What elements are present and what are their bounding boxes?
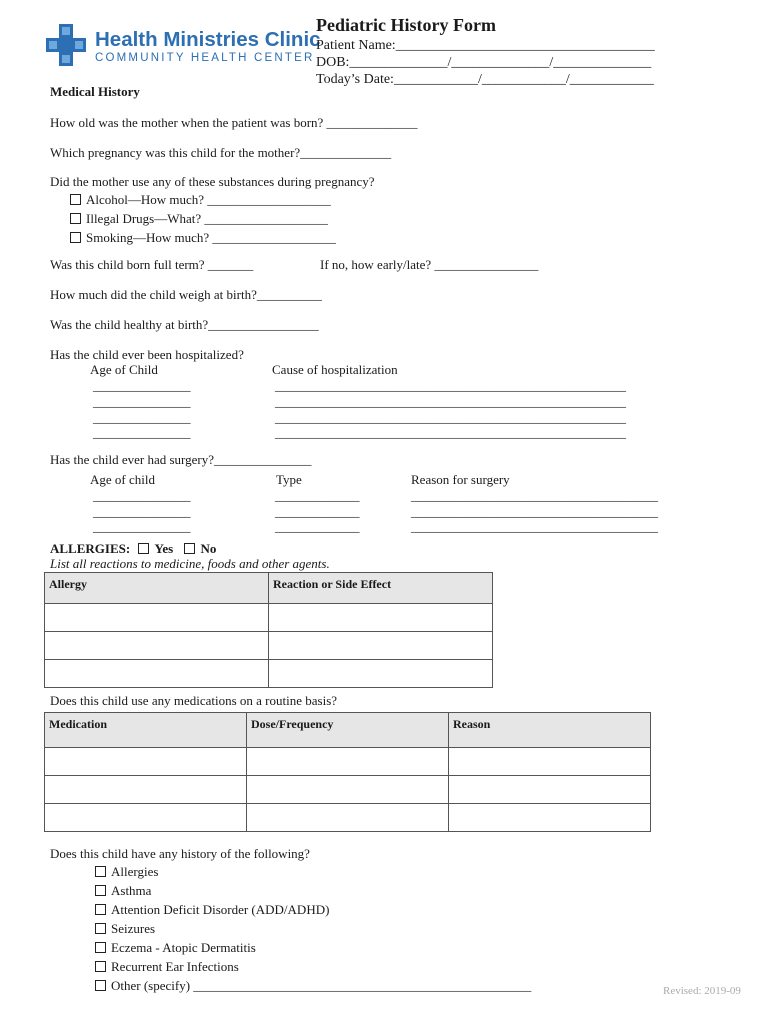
checkbox-icon[interactable] [95, 980, 106, 991]
allergies-label-row [50, 541, 216, 557]
checkbox-icon[interactable] [95, 923, 106, 934]
medication-col-header: Medication [45, 713, 247, 748]
history-question: Does this child have any history of the following? [50, 846, 310, 861]
hospital-age-header: Age of Child [90, 362, 158, 377]
table-row [45, 660, 493, 688]
reason-cell[interactable] [449, 804, 651, 832]
todays-date-field[interactable]: Today’s Date:____________/____________/____________ [316, 72, 654, 87]
history-item-asthma[interactable]: Asthma [95, 883, 151, 899]
birth-weight-question[interactable]: How much did the child weigh at birth?__________ [50, 287, 322, 302]
medications-question: Does this child use any medications on a routine basis? [50, 693, 338, 708]
cross-icon [46, 24, 86, 66]
checkbox-icon[interactable] [70, 194, 81, 205]
hospital-age-line[interactable]: _______________ [93, 410, 191, 425]
surgery-reason-line[interactable]: ______________________________________ [411, 504, 658, 519]
clinic-logo [46, 24, 86, 66]
checkbox-icon[interactable] [184, 543, 195, 554]
checkbox-icon[interactable] [95, 942, 106, 953]
checkbox-icon[interactable] [95, 904, 106, 915]
logo-subtitle: COMMUNITY HEALTH CENTER [95, 52, 315, 64]
allergies-label: ALLERGIES: [50, 541, 131, 556]
table-row [45, 804, 651, 832]
hospital-cause-line[interactable]: ______________________________________________________ [275, 425, 626, 440]
history-item-adhd[interactable]: Attention Deficit Disorder (ADD/ADHD) [95, 902, 329, 918]
surgery-type-line[interactable]: _____________ [275, 519, 360, 534]
hospital-age-line[interactable]: _______________ [93, 378, 191, 393]
allergy-table [44, 572, 493, 688]
allergies-yes: Yes [154, 541, 174, 556]
table-row [45, 632, 493, 660]
reason-col-header: Reason [449, 713, 651, 748]
table-row [45, 604, 493, 632]
checkbox-icon[interactable] [70, 232, 81, 243]
hospital-age-line[interactable]: _______________ [93, 425, 191, 440]
dose-col-header: Dose/Frequency [247, 713, 449, 748]
history-item-other[interactable]: Other (specify) ____________________________________________________ [95, 978, 531, 994]
dose-cell[interactable] [247, 804, 449, 832]
hospital-cause-header: Cause of hospitalization [272, 362, 398, 377]
checkbox-icon[interactable] [138, 543, 149, 554]
history-item-ear-infections[interactable]: Recurrent Ear Infections [95, 959, 239, 975]
allergy-col-header: Allergy [45, 573, 269, 604]
surgery-reason-line[interactable]: ______________________________________ [411, 519, 658, 534]
allergies-no: No [200, 541, 217, 556]
history-item-seizures[interactable]: Seizures [95, 921, 155, 937]
allergy-cell[interactable] [45, 632, 269, 660]
section-title: Medical History [50, 84, 140, 99]
medication-cell[interactable] [45, 804, 247, 832]
alcohol-option[interactable]: Alcohol—How much? ___________________ [70, 192, 331, 208]
logo-name: Health Ministries Clinic [95, 28, 321, 51]
patient-name-field[interactable]: Patient Name:_____________________________________ [316, 38, 655, 53]
reaction-cell[interactable] [269, 604, 493, 632]
hospital-cause-line[interactable]: ______________________________________________________ [275, 410, 626, 425]
reaction-cell[interactable] [269, 632, 493, 660]
table-row [45, 748, 651, 776]
surgery-question[interactable]: Has the child ever had surgery?_______________ [50, 452, 312, 467]
checkbox-icon[interactable] [70, 213, 81, 224]
surgery-age-line[interactable]: _______________ [93, 519, 191, 534]
hospital-cause-line[interactable]: ______________________________________________________ [275, 394, 626, 409]
hospitalized-question: Has the child ever been hospitalized? [50, 347, 244, 362]
page-title: Pediatric History Form [316, 15, 496, 35]
surgery-type-header: Type [276, 472, 302, 487]
surgery-type-line[interactable]: _____________ [275, 504, 360, 519]
hospital-cause-line[interactable]: ______________________________________________________ [275, 378, 626, 393]
illegal-drugs-option[interactable]: Illegal Drugs—What? ___________________ [70, 211, 328, 227]
mother-age-question[interactable]: How old was the mother when the patient was born? ______________ [50, 115, 418, 130]
surgery-age-line[interactable]: _______________ [93, 488, 191, 503]
surgery-reason-line[interactable]: ______________________________________ [411, 488, 658, 503]
hospital-age-line[interactable]: _______________ [93, 394, 191, 409]
medication-table [44, 712, 651, 832]
medication-cell[interactable] [45, 748, 247, 776]
reason-cell[interactable] [449, 776, 651, 804]
allergy-cell[interactable] [45, 604, 269, 632]
surgery-age-header: Age of child [90, 472, 155, 487]
allergy-cell[interactable] [45, 660, 269, 688]
history-item-eczema[interactable]: Eczema - Atopic Dermatitis [95, 940, 256, 956]
checkbox-icon[interactable] [95, 866, 106, 877]
surgery-type-line[interactable]: _____________ [275, 488, 360, 503]
dose-cell[interactable] [247, 776, 449, 804]
how-early-question[interactable]: If no, how early/late? ________________ [320, 257, 539, 272]
healthy-at-birth-question[interactable]: Was the child healthy at birth?_________________ [50, 317, 319, 332]
full-term-question[interactable]: Was this child born full term? _______ [50, 257, 254, 272]
history-item-allergies[interactable]: Allergies [95, 864, 158, 880]
table-row [45, 776, 651, 804]
dose-cell[interactable] [247, 748, 449, 776]
reaction-col-header: Reaction or Side Effect [269, 573, 493, 604]
smoking-option[interactable]: Smoking—How much? ___________________ [70, 230, 336, 246]
dob-field[interactable]: DOB:______________/______________/______________ [316, 55, 652, 70]
substances-question: Did the mother use any of these substances during pregnancy? [50, 174, 375, 189]
allergies-instruction: List all reactions to medicine, foods and other agents. [50, 556, 330, 571]
reason-cell[interactable] [449, 748, 651, 776]
pregnancy-question[interactable]: Which pregnancy was this child for the mother?______________ [50, 145, 392, 160]
medication-cell[interactable] [45, 776, 247, 804]
reaction-cell[interactable] [269, 660, 493, 688]
checkbox-icon[interactable] [95, 885, 106, 896]
checkbox-icon[interactable] [95, 961, 106, 972]
surgery-reason-header: Reason for surgery [411, 472, 510, 487]
revised-date: Revised: 2019-09 [663, 985, 741, 997]
surgery-age-line[interactable]: _______________ [93, 504, 191, 519]
